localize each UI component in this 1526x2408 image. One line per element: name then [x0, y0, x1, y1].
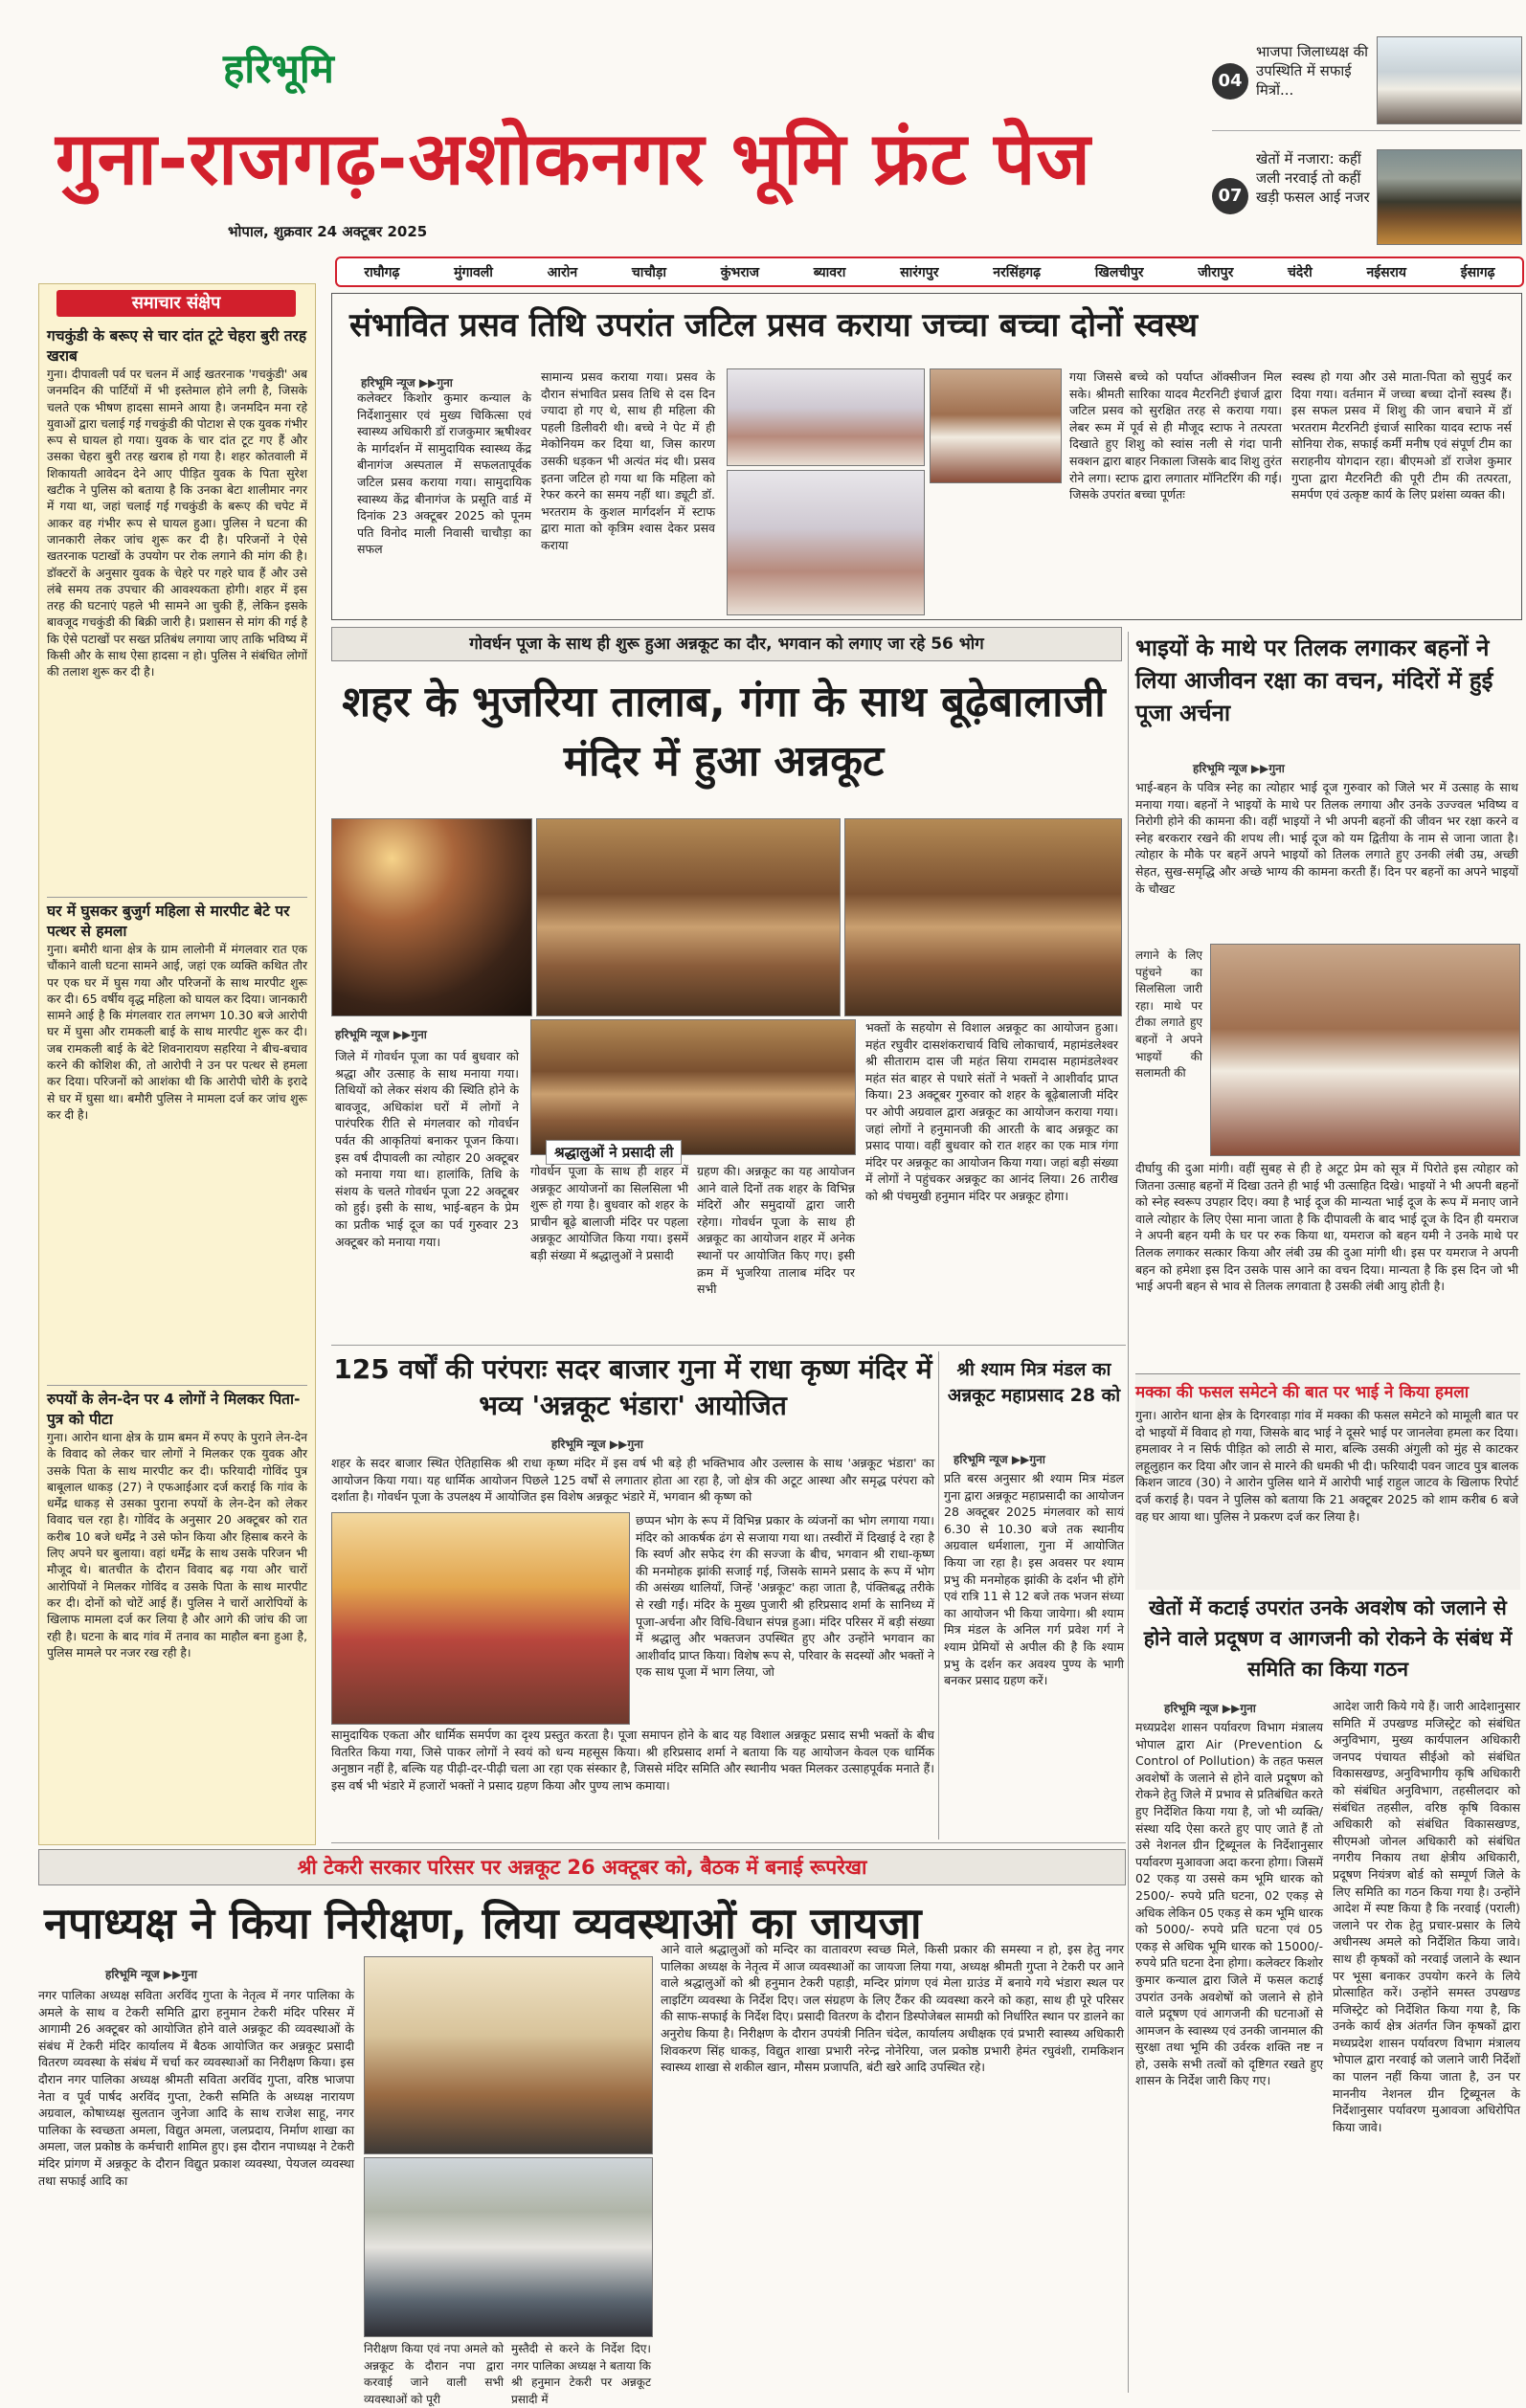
brief-column [38, 283, 316, 1845]
story-column: सामुदायिक एकता और धार्मिक समर्पण का दृश्य प्रस्तुत करता है। पूजा समापन होने के बाद यह विशाल अन्नकूट प्रसाद सभी भक्तों के बीच वितरित किया गया, जिसे पाकर लोगों ने स्वयं को धन्य महसूस किया। श्री हरिप्रसाद शर्मा ने बताया कि यह आयोजन केवल एक धार्मिक अनुष्ठान नहीं है, बल्कि यह पीढ़ी-दर-पीढ़ी चला आ रहा एक संस्कार है, जिससे मंदिर समिति और स्थानीय भक्त मिलकर उत्साहपूर्वक मनाते हैं। इस वर्ष भी भंडारे में हजारों भक्तों ने प्रसाद ग्रहण किया और पुण्य लाभ कमाया। [331, 1728, 934, 1793]
teaser-photo [1377, 36, 1522, 124]
district-item[interactable]: ब्यावरा [813, 264, 846, 280]
district-item[interactable]: ईसागढ़ [1460, 264, 1495, 280]
district-strip [335, 256, 1524, 287]
nagar-story [38, 1849, 1124, 2406]
headline: खेतों में कटाई उपरांत उनके अवशेष को जलाने से होने वाले प्रदूषण व आगजनी को रोकने के संबंध में समिति का किया गठन [1143, 1596, 1513, 1681]
story-column: लगाने के लिए पहुंचने का सिलसिला जारी रहा। माथे पर टीका लगाते हुए बहनों ने अपने भाइयों की सलामती की [1135, 948, 1202, 1081]
district-item[interactable]: चाचौड़ा [631, 264, 666, 280]
page-title: गुना-राजगढ़-अशोकनगर भूमि फ्रंट पेज [56, 116, 1091, 201]
headline: शहर के भुजरिया तालाब, गंगा के साथ बूढ़ेबालाजी मंदिर में हुआ अन्नकूट [342, 678, 1106, 786]
story-column: मध्यप्रदेश शासन पर्यावरण विभाग मंत्रालय भोपाल द्वारा Air (Prevention & Control of Pollution) के तहत फसल अवशेषों के जलाने से होने वाले प्रदूषण को रोकने हेतु जिले में प्रभाव से प्रतिबंधित करते हुए निर्देशित किया गया है, जो भी व्यक्ति/संस्था यदि ऐसा करते हुए पाए जाते हैं तो उसे नेशनल ग्रीन ट्रिब्यूनल के निर्देशानुसार पर्यावरण मुआवजा अदा करना होगा। जिसमें 02 एकड़ या उससे कम भूमि धारक को 2500/- रुपये प्रति घटना, 02 एकड़ से अधिक लेकिन 05 एकड़ से कम भूमि धारक को 5000/- रुपये प्रति घटना एवं 05 एकड़ से अधिक भूमि धारक को 15000/- रुपये प्रति घटना देना होगा। कलेक्टर किशोर कुमार कन्याल द्वारा जिले में फसल कटाई उपरांत उनके अवशेषों को जलाने से होने वाले प्रदूषण एवं आगजनी की घटनाओं से आमजन के स्वास्थ्य एवं उनकी जानमाल की सुरक्षा तथा भूमि की उर्वरक शक्ति नष्ट न हो, उसके सभी तत्वों को दृष्टिगत रखते हुए शासन के निर्देश जारी किए गए। [1135, 1720, 1323, 2088]
district-item[interactable]: नईसराय [1366, 264, 1407, 280]
story-column: नगर पालिका अध्यक्ष सविता अरविंद गुप्ता के नेतृत्व में नगर पालिका के अमले के साथ व टेकरी समिति द्वारा हनुमान टेकरी मंदिर परिसर में आगामी 26 अक्टूबर को आयोजित होने वाले अन्नकूट की व्यवस्थाओं के संबंध में टेकरी मंदिर कार्यालय में बैठक आयोजित कर अन्नकूट प्रसादी वितरण व्यवस्था के संबंध में चर्चा कर व्यवस्थाओं का निरीक्षण किया। इस दौरान नगर पालिका अध्यक्ष श्रीमती सविता अरविंद गुप्ता, वरिष्ठ भाजपा नेता व पूर्व पार्षद अरविंद गुप्ता, टेकरी समिति के अध्यक्ष नारायण अग्रवाल, कोषाध्यक्ष सुलतान जुनेजा आदि के साथ राजेश साहू, नगर पालिका के स्वच्छता अमला, विद्युत अमला, जलप्रदाय, निर्माण शाखा का अमला, जल प्रकोष्ठ के कर्मचारी शामिल हुए। इस दौरान नपाध्यक्ष ने टेकरी मंदिर प्रांगण में अन्नकूट के दौरान विद्युत प्रकाश व्यवस्था, पेयजल व्यवस्था तथा सफाई आदि का [38, 1988, 354, 2188]
story-column: आने वाले श्रद्धालुओं को मन्दिर का वातावरण स्वच्छ मिले, किसी प्रकार की समस्या न हो, इस हेतु नगर पालिका अध्यक्ष के नेतृत्व में आज व्यवस्थाओं का जायजा लिया गया, अध्यक्ष श्रीमती गुप्ता ने टेकरी पर आने वाले श्रद्धालुओं को श्री हनुमान टेकरी पहाड़ी, मन्दिर प्रांगण एवं मेला ग्राउंड में बनाये गये भंडारा स्थल पर लाइटिंग व्यवस्था के निर्देश दिए। जल संग्रहण के लिए टैंकर की व्यवस्था करने को कहा, साथ ही पूरे परिसर की साफ-सफाई के निर्देश दिए। प्रसादी वितरण के दौरान डिस्पोजेबल सामग्री को निर्धारित स्थान पर डालने का अनुरोध किया है। निरीक्षण के दौरान उपयंत्री नितिन चंदेल, कार्यालय अधीक्षक एवं प्रभारी स्वास्थ्य अधिकारी शिवकरण सिंह धाकड़, विद्युत शाखा प्रभारी नरेन्द्र नोनेरिया, जल प्रकोष्ठ प्रभारी हेमंत रघुवंशी, रामकिशन स्वास्थ्य शाखा से शकील खान, मौसम प्रजापति, बंटी खरे आदि उपस्थित रहे। [661, 1942, 1124, 2075]
brief-item[interactable] [47, 1385, 307, 1832]
dateline: भोपाल, शुक्रवार 24 अक्टूबर 2025 [228, 223, 428, 240]
brief-headline: घर में घुसकर बुजुर्ग महिला से मारपीट बेटे पर पत्थर से हमला [47, 903, 290, 940]
story-column: भक्तों के सहयोग से विशाल अन्नकूट का आयोजन हुआ। महंत रघुवीर दासशंकराचार्य विधि लोकाचार्य, महामंडलेश्वर श्री सीताराम दास जी महंत सिया रामदास महामंडलेश्वर महंत संत बाहर से पधारे संतों ने भक्तों ने आशीर्वाद प्राप्त किया। 23 अक्टूबर गुरुवार को शहर के बूढ़ेबालाजी मंदिर पर ओपी अग्रवाल द्वारा अन्नकूट का आयोजन कराया गया। जहां लोगों ने हनुमानजी की आरती के बाद अन्नकूट का प्रसाद पाया। वहीं बुधवार को रात शहर का एक मात्र गंगा मंदिर पर अन्नकूट का आयोजन किया गया। जहां बड़ी संख्या में लोगों ने पहुंचकर अन्नकूट का आनंद लिया। 26 तारीख को श्री पंचमुखी हनुमान मंदिर पर अन्नकूट होगा। [865, 1020, 1118, 1203]
teaser-text: खेतों में नजारा: कहीं जली नरवाई तो कहीं खड़ी फसल आई नजर [1256, 150, 1370, 206]
top-story [331, 293, 1522, 620]
story-column: मुस्तैदी से करने के निर्देश दिए। नगर पालिका अध्यक्ष ने बताया कि श्री हनुमान टेकरी पर अन्नकूट प्रसादी में [511, 2342, 651, 2406]
makka-story [1135, 1373, 1520, 1590]
story-column: दीर्घायु की दुआ मांगी। वहीं सुबह से ही हे अटूट प्रेम को सूत्र में पिरोते इस त्योहार को जितना उत्साह बहनों में दिखा उतने ही भाई भी उत्साहित दिखे। भाइयों ने भी अपनी बहनों को स्नेह स्वरूप उपहार दिए। क्या है भाई दूज की मान्यता भाई दूज के रूप में मनाए जाने वाले त्योहार के लिए ऐसा माना जाता है कि दीपावली के बाद भाई दूज के दिन ही यमराज ने अपनी बहन यमी के घर पर रुक किया था, यमराज को बहन यमी ने उनके माथे पर तिलक लगाकर सत्कार किया और लंबी उम्र की दुआ मांगी थी। इस पर यमराज ने अपनी बहन को हमेशा इस दिन उसके पास आने का वचन दिया। मान्यता है कि इस दिन जो भी भाई अपनी बहन से भाव से तिलक लगवाता है उसकी लंबी आयु होती है। [1135, 1161, 1518, 1294]
story-column: सामान्य प्रसव कराया गया। प्रसव के दौरान संभावित प्रसव तिथि से दस दिन ज्यादा हो गए थे, साथ ही महिला की पहली डिलीवरी थी। बच्चे ने पेट में ही मेकोनियम कर दिया था, जिस कारण उसकी धड़कन भी अत्यंत मंद थी। प्रसव इतना जटिल हो गया था कि महिला को रेफर करने का समय नहीं था। ड्यूटी डॉ. भरतराम के कुशल मार्गदर्शन में स्टाफ द्वारा माता को कृत्रिम श्वास देकर प्रसव कराया [541, 369, 715, 552]
headline: भाइयों के माथे पर तिलक लगाकर बहनों ने लिया आजीवन रक्षा का वचन, मंदिरों में हुई पूजा अर्चना [1135, 635, 1493, 726]
brand-logo: हरिभूमि [223, 45, 334, 92]
story-column: आदेश जारी किये गये हैं। जारी आदेशानुसार समिति में उपखण्ड मजिस्ट्रेट को संबंधित अनुविभाग, मुख्य कार्यपालन अधिकारी जनपद पंचायत सीईओ को संबंधित विकासखण्ड, अनुविभागीय कृषि अधिकारी को संबंधित अनुविभाग, तहसीलदार को संबंधित तहसील, वरिष्ठ कृषि विकास अधिकारी को संबंधित विकासखण्ड, सीएमओ जोनल अधिकारी को संबंधित नगरीय निकाय तथा क्षेत्रीय अधिकारी, प्रदूषण नियंत्रण बोर्ड को सम्पूर्ण जिले के लिए समिति का गठन किया गया है। उन्होंने आदेश में स्पष्ट किया है कि नरवाई (पराली) जलाने पर रोक हेतु प्रचार-प्रसार के लिये अधीनस्थ अमले को निर्देशित किया जावे। साथ ही कृषकों को नरवाई जलाने के स्थान पर भूसा बनाकर उपयोग करने के लिये प्रोत्साहित करें। उन्होंने समस्त उपखण्ड मजिस्ट्रेट को निर्देशित किया गया है, कि उनके कार्य क्षेत्र अंतर्गत जिन कृषकों द्वारा मध्यप्रदेश शासन पर्यावरण विभाग मंत्रालय भोपाल द्वारा नरवाई को जलाने जारी निर्देशों का पालन नहीं किया जाता है, उन पर माननीय नेशनल ग्रीन ट्रिब्यूनल के निर्देशानुसार पर्यावरण मुआवजा अधिरोपित किया जावे। [1333, 1699, 1520, 2134]
byline: हरिभूमि न्यूज ▶▶गुना [105, 1968, 197, 1981]
district-item[interactable]: आरोन [547, 264, 578, 280]
byline: हरिभूमि न्यूज ▶▶गुना [551, 1438, 643, 1451]
story-column: ग्रहण की। अन्नकूट का यह आयोजन आने वाले दिनों तक शहर के विभिन्न मंदिरों और समुदायों द्वारा जारी रहेगा। गोवर्धन पूजा के साथ ही अन्नकूट का आयोजन शहर में अनेक स्थानों पर आयोजित किए गए। इसी क्रम में भुजरिया तालाब मंदिर पर सभी [697, 1164, 855, 1297]
headline: मक्का की फसल समेटने की बात पर भाई ने किया हमला [1135, 1383, 1470, 1402]
story-column: शहर के सदर बाजार स्थित ऐतिहासिक श्री राधा कृष्ण मंदिर में इस वर्ष भी बड़े ही भक्तिभाव और उल्लास के साथ 'अन्नकूट भंडारा' का आयोजन किया गया। यह धार्मिक आयोजन पिछले 125 वर्षों से लगातार होता आ रहा है, जो क्षेत्र की अटूट आस्था और समृद्ध परंपरा को दर्शाता है। गोवर्धन पूजा के उपलक्ष्य में आयोजित इस विशेष अन्नकूट भंडारे में, भगवान श्री कृष्ण को [331, 1456, 934, 1505]
district-item[interactable]: कुंभराज [720, 264, 760, 280]
brief-body: गुना। आरोन थाना क्षेत्र के ग्राम बमन में रुपए के पुराने लेन-देन के विवाद को लेकर चार लोगों ने मिलकर एक युवक और उसके पिता के साथ मारपीट कर दी। फरियादी गोविंद पुत्र बाबूलाल धाकड़ (27) ने एफआईआर दर्ज कराई कि गांव के धर्मेंद्र धाकड़ से उसका पुराना रुपयों के लेन-देन को लेकर विवाद चल रहा है। गोविंद के अनुसार 20 अक्टूबर को रात करीब 10 बजे धर्मेंद्र ने उसे फोन किया और हिसाब करने के लिए अपने घर बुलाया। वहां धर्मेंद्र के साथ उसके परिजन भी मौजूद थे। बातचीत के दौरान विवाद बढ़ गया और चारों आरोपियों ने मिलकर गोविंद व उसके पिता के साथ मारपीट कर दी। दोनों को चोटें आई हैं। पुलिस ने चारों आरोपियों के खिलाफ मामला दर्ज कर लिया है और आगे की जांच की जा रही है। घटना के बाद गांव में तनाव का माहौल बना हुआ है, पुलिस मामले पर नजर रख रही है। [47, 1431, 307, 1660]
story-column: स्वस्थ हो गया और उसे माता-पिता को सुपुर्द कर दिया गया। वर्तमान में जच्चा बच्चा दोनों स्वस्थ हैं। इस सफल प्रसव में शिशु की जान बचाने में डॉ भरतराम मैटरनिटी इंचार्ज सारिका यादव स्टाफ नर्स सोनिया रोक, सफाई कर्मी मनीष एवं संपूर्ण टीम का सराहनीय योगदान रहा। बीएमओ डॉ राजेश कुमार गुप्ता द्वारा मैटरनिटी की पूरी टीम की तत्परता, समर्पण एवं उत्कृष्ट कार्य के लिए प्रशंसा व्यक्त की। [1291, 369, 1512, 502]
brief-body: गुना। बमौरी थाना क्षेत्र के ग्राम लालोनी में मंगलवार रात एक चौंकाने वाली घटना सामने आई, जहां एक व्यक्ति कथित तौर पर एक घर में घुस गया और परिजनों के साथ मारपीट शुरू कर दी। 65 वर्षीय वृद्ध महिला को घायल कर दिया। जानकारी सामने आई है कि मंगलवार रात लगभग 10.30 बजे आरोपी घर में घुसा और रामकली बाई के साथ मारपीट शुरू कर दी। जब रामकली बाई के बेटे शिवनारायण सहरिया ने बीच-बचाव करने की कोशिश की, तो आरोपी ने उन पर पत्थर से हमला कर दिया। परिजनों को आशंका थी कि आरोपी चोरी के इरादे से घर में घुसा था। बमौरी पुलिस ने मामला दर्ज कर जांच शुरू कर दी है। [47, 943, 307, 1122]
story-column: गोवर्धन पूजा के साथ ही शहर में अन्नकूट आयोजनों का सिलसिला भी शुरू हो गया है। बुधवार को शहर के प्राचीन बूढ़े बालाजी मंदिर पर पहला अन्नकूट आयोजित किया गया। इसमें बड़ी संख्या में श्रद्धालुओं ने प्रसादी [530, 1164, 688, 1262]
devotees-photo [844, 818, 1122, 1016]
officials-photo [364, 2157, 653, 2337]
district-item[interactable]: चंदेरी [1288, 264, 1313, 280]
byline: हरिभूमि न्यूज ▶▶गुना [1193, 762, 1285, 775]
story-column: गया जिससे बच्चे को पर्याप्त ऑक्सीजन मिल सके। श्रीमती सारिका यादव मैटरनिटी इंचार्ज द्वारा जटिल प्रसव को सुरक्षित तरह से कराया गया। लेबर रूम में पूर्व से ही मौजूद स्टाफ ने तत्परता दिखाते हुए शिशु को स्वांस नली से गंदा पानी सक्शन द्वारा बाहर निकाला जिसके बाद शिशु तुरंत रोने लगा। स्टाफ द्वारा लगातार मॉनिटरिंग की गई। जिसके उपरांत बच्चा पूर्णतः [1069, 369, 1282, 502]
byline: हरिभूमि न्यूज ▶▶गुना [954, 1453, 1045, 1466]
story-column: कलेक्टर किशोर कुमार कन्याल के निर्देशानुसार एवं मुख्य चिकित्सा एवं स्वास्थ्य अधिकारी डॉ राजकुमार ऋषीश्वर के मार्गदर्शन में सामुदायिक स्वास्थ्य केंद्र बीनागंज अस्पताल में सफलतापूर्वक जटिल प्रसव कराया गया। सामुदायिक स्वास्थ्य केंद्र बीनागंज के प्रसूति वार्ड में दिनांक 23 अक्टूबर 2025 को पूनम पति विनोद माली निवासी चाचौड़ा का सफल [357, 390, 531, 557]
shyam-story [944, 1351, 1124, 1839]
tilak-photo [1210, 944, 1520, 1156]
district-item[interactable]: मुंगावली [454, 264, 493, 280]
brief-headline: रुपयों के लेन-देन पर 4 लोगों ने मिलकर पिता-पुत्र को पीटा [47, 1391, 301, 1428]
byline: हरिभूमि न्यूज ▶▶गुना [1164, 1702, 1256, 1715]
bhaidooj-story [1135, 632, 1520, 1369]
parali-story [1135, 1593, 1520, 2397]
annakut-story [331, 627, 1120, 1340]
district-item[interactable]: नरसिंहगढ़ [993, 264, 1042, 280]
brief-header: समाचार संक्षेप [56, 290, 296, 317]
byline: हरिभूमि न्यूज ▶▶गुना [335, 1028, 427, 1041]
teaser-text: भाजपा जिलाध्यक्ष की उपस्थिति में सफाई मित्रों... [1256, 43, 1369, 99]
headline: संभावित प्रसव तिथि उपरांत जटिल प्रसव कराया जच्चा बच्चा दोनों स्वस्थ [349, 306, 1198, 345]
hospital-photo [727, 368, 925, 466]
district-item[interactable]: जीरापुर [1198, 264, 1234, 280]
district-item[interactable]: खिलचीपुर [1094, 264, 1144, 280]
story-column: भाई-बहन के पवित्र स्नेह का त्योहार भाई दूज गुरुवार को जिले भर में उत्साह के साथ मनाया गया। बहनों ने भाइयों के माथे पर तिलक लगाया और उनके उज्ज्वल भविष्य व निरोगी होने की कामना की। वहीं भाइयों ने भी अपनी बहनों की जीवन भर रक्षा करने व स्नेह बरकरार रखने की शपथ ली। भाई दूज को यम द्वितीया के नाम से जाना जाता है। त्योहार के मौके पर बहनें अपने भाइयों को तिलक लगाते हुए उनकी लंबी उम्र, अच्छी सेहत, सुख-समृद्धि और अच्छे भाग्य की कामना करती हैं। दिन पर बहनों का अपने भाइयों के चौखट [1135, 780, 1518, 896]
staff-photo [930, 368, 1062, 483]
inspection-photo [364, 1956, 653, 2154]
prasadi-photo [530, 1019, 856, 1155]
teaser-2[interactable] [1212, 149, 1520, 245]
brief-body: गुना। दीपावली पर्व पर चलन में आई खतरनाक 'गचकुंडी' अब जनमदिन की पार्टियों में भी इस्तेमाल होने लगी है, जिसके चलते एक भीषण हादसा सामने आया है। जनमदिन मना रहे युवाओं द्वारा चलाई गई गचकुंडी की पोटाश से एक युवक गंभीर रूप से घायल हो गया। युवक के चार दांत टूट गए हैं और उसका चेहरा बुरी तरह खराब हो गया है। शहर कोतवाली में शिकायती आवेदन देने आए पीड़ित युवक के पिता सुरेश खटीक ने पुलिस को बताया है कि उनका बेटा शालीमार नगर में गया था, जहां चलाई गई गचकुंडी के बरूए की चपेट में आकर वह गंभीर रूप से घायल हुआ। पुलिस ने घटना की जानकारी लेकर जांच शुरू कर दी है। परिजनों ने ऐसे खतरनाक पटाखों के उपयोग पर रोक लगाने की मांग की है। डॉक्टरों के अनुसार युवक के चेहरे पर गहरे घाव हैं और उसे लंबे समय तक उपचार की आवश्यकता होगी। शहर में इस तरह की घटनाएं पहले भी सामने आ चुकी हैं, लेकिन इसके बावजूद गचकुंडी की बिक्री जारी है। प्रशासन से मांग की गई है कि ऐसे पटाखों पर सख्त प्रतिबंध लगाया जाए ताकि भविष्य में किसी और के साथ ऐसा हादसा न हो। पुलिस ने संबंधित लोगों की तलाश शुरू कर दी है। [47, 368, 307, 680]
story-column: गुना। आरोन थाना क्षेत्र के दिगरवाड़ा गांव में मक्का की फसल समेटने को मामूली बात पर दो भाइयों में विवाद हो गया, जिसके बाद भाई ने दूसरे भाई पर जानलेवा हमला कर दिया। हमलावर ने न सिर्फ पीड़ित को लाठी से मारा, बल्कि उसकी अंगुली को मुंह से काटकर लहूलुहान कर दिया और जान से मारने की धमकी भी दी। फरियादी पवन जाटव पुत्र बालक किशन जाटव (30) ने आरोन पुलिस थाने में आरोपी भाई राहुल जाटव के खिलाफ रिपोर्ट दर्ज कराई है। पवन ने पुलिस को बताया कि 21 अक्टूबर 2025 को शाम करीब 6 बजे वह घर आया था। पुलिस ने प्रकरण दर्ज कर लिया है। [1135, 1408, 1518, 1524]
section-divider [331, 1345, 1126, 1346]
brief-item[interactable] [47, 326, 307, 888]
brief-headline: गचकुंडी के बरूए से चार दांत टूटे चेहरा बुरी तरह खराब [47, 327, 307, 365]
brief-item[interactable] [47, 897, 307, 1382]
teaser-1[interactable] [1212, 34, 1520, 131]
headline: श्री श्याम मित्र मंडल का अन्नकूट महाप्रसाद 28 को [947, 1359, 1121, 1406]
photo-caption: श्रद्धालुओं ने प्रसादी ली [546, 1140, 682, 1165]
radha-story [331, 1351, 934, 1839]
story-column: निरीक्षण किया एवं नपा अमले को अन्नकूट के दौरान नपा द्वारा करवाई जाने वाली सभी व्यवस्थाओं को पूरी [364, 2342, 504, 2406]
story-column: छप्पन भोग के रूप में विभिन्न प्रकार के व्यंजनों का भोग लगाया गया। मंदिर को आकर्षक ढंग से सजाया गया था। तस्वीरों में दिखाई दे रहा है कि स्वर्ण और सफेद रंग की सज्जा के बीच, भगवान श्री राधा-कृष्ण की मनमोहक झांकी सजाई गई, जिसके सामने प्रसाद के रूप में भोग की असंख्य थालियाँ, जिन्हें 'अन्नकूट' कहा जाता है, पंक्तिबद्ध तरीके से रखी गईं। मंदिर के मुख्य पुजारी श्री हरिप्रसाद शर्मा के सानिध्य में पूजा-अर्चना और विधि-विधान संपन्न हुआ। मंदिर परिसर में बड़ी संख्या में श्रद्धालु और भक्तजन उपस्थित हुए और उन्होंने भगवान का आशीर्वाद प्राप्त किया। विशेष रूप से, परिवार के सदस्यों और भक्तों ने एक साथ पूजा में भाग लिया, जो [636, 1513, 934, 1680]
headline: नपाध्यक्ष ने किया निरीक्षण, लिया व्यवस्थाओं का जायजा [44, 1898, 922, 1949]
section-divider [331, 1842, 1126, 1843]
kicker: श्री टेकरी सरकार परिसर पर अन्नकूट 26 अक्टूबर को, बैठक में बनाई रूपरेखा [38, 1849, 1126, 1885]
teaser-page-badge: 07 [1212, 178, 1248, 214]
headline: 125 वर्षों की परंपराः सदर बाजार गुना में राधा कृष्ण मंदिर में भव्य 'अन्नकूट भंडारा' आयोजित [333, 1353, 932, 1421]
byline: हरिभूमि न्यूज ▶▶गुना [361, 376, 453, 390]
kicker: गोवर्धन पूजा के साथ ही शुरू हुआ अन्नकूट का दौर, भगवान को लगाए जा रहे 56 भोग [331, 627, 1122, 661]
district-item[interactable]: राघौगढ़ [364, 264, 400, 280]
story-column: प्रति बरस अनुसार श्री श्याम मित्र मंडल गुना द्वारा अन्नकूट महाप्रसादी का आयोजन 28 अक्टूबर 2025 मंगलवार को सायं 6.30 से 10.30 बजे तक स्थानीय अग्रवाल धर्मशाला, गुना में आयोजित किया जा रहा है। इस अवसर पर श्याम प्रभु की मनमोहक झांकी के दर्शन भी होंगे एवं रात्रि 11 से 12 बजे तक भजन संध्या का आयोजन भी किया जायेगा। श्री श्याम मित्र मंडल के अनिल गर्ग प्रवेश गर्ग ने श्याम प्रेमियों से अपील की है कि श्याम प्रभु के दर्शन कर अवश्य पुण्य के भागी बनकर प्रसाद ग्रहण करें। [944, 1471, 1124, 1688]
teaser-page-badge: 04 [1212, 63, 1248, 100]
temple-crowd-photo [536, 818, 841, 1016]
story-column: जिले में गोवर्धन पूजा का पर्व बुधवार को श्रद्धा और उत्साह के साथ मनाया गया। तिथियों को लेकर संशय की स्थिति होने के बावजूद, अधिकांश घरों में लोगों ने पारंपरिक रीति से मंगलवार को गोवर्धन पर्वत की आकृतियां बनाकर पूजन किया। इस वर्ष दीपावली का त्योहार 20 अक्टूबर को मनाया गया था। हालांकि, तिथि के संशय के चलते गोवर्धन पूजा 22 अक्टूबर को हुई। इसी के साथ, भाई-बहन के प्रेम का प्रतीक भाई दूज का पर्व गुरुवार 23 अक्टूबर को मनाया गया। [335, 1049, 519, 1249]
talab-photo [331, 818, 532, 1016]
newborn-photo [727, 470, 925, 615]
bhandara-photo [331, 1512, 630, 1725]
column-divider [938, 1351, 939, 1839]
district-item[interactable]: सारंगपुर [900, 264, 939, 280]
column-divider [1128, 632, 1129, 2393]
teaser-photo [1377, 149, 1522, 245]
masthead [0, 0, 1526, 280]
